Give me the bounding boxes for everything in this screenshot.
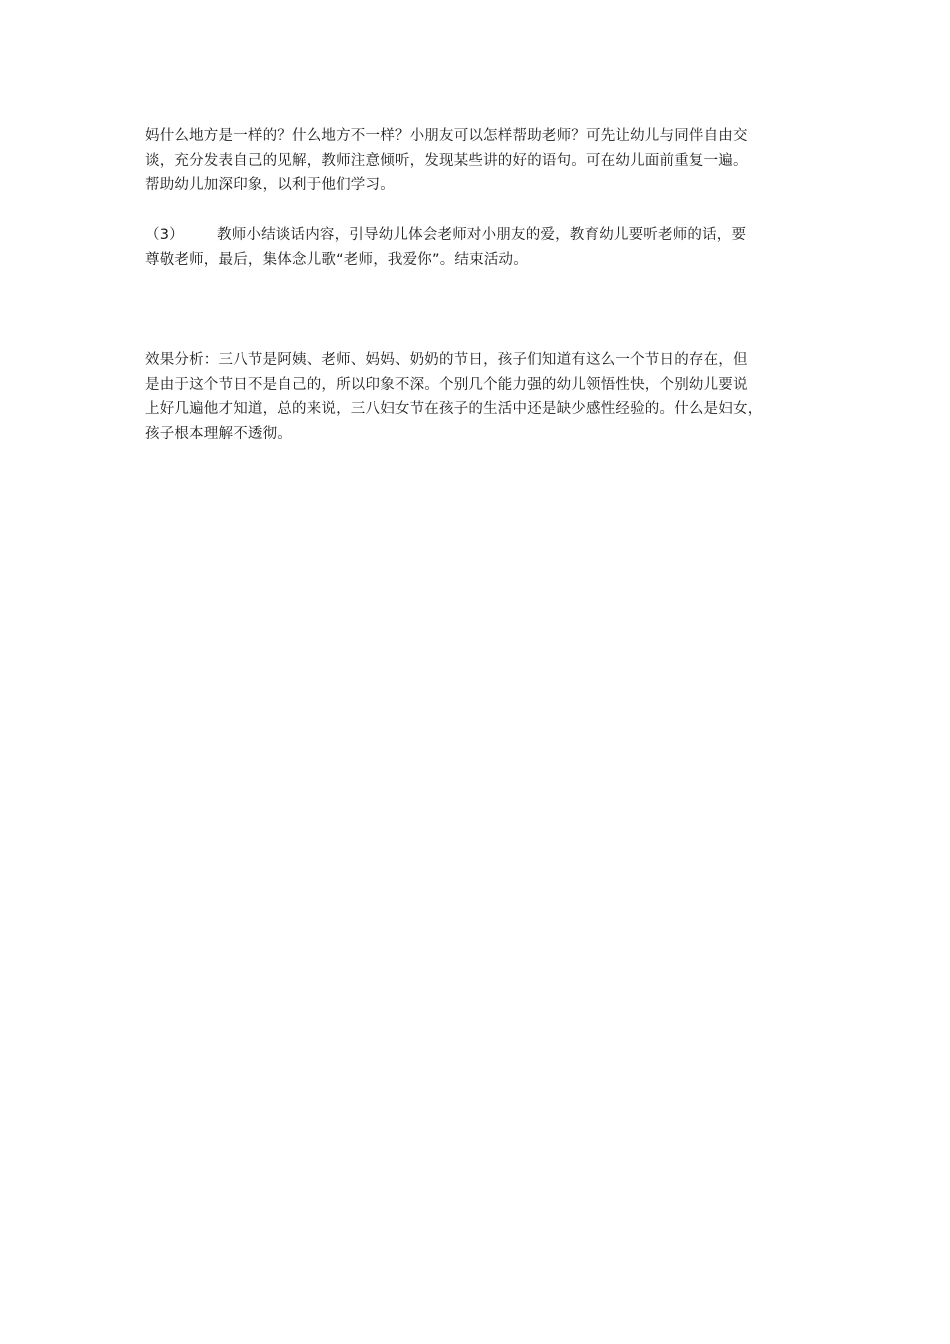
text-line: 妈什么地方是一样的？什么地方不一样？小朋友可以怎样帮助老师？可先让幼儿与同伴自由交 bbox=[145, 128, 748, 144]
text-line: 孩子根本理解不透彻。 bbox=[145, 425, 292, 442]
paragraph-effect-analysis bbox=[145, 348, 825, 446]
text-line: 上好几遍他才知道，总的来说，三八妇女节在孩子的生活中还是缺少感性经验的。什么是妇女， bbox=[145, 401, 763, 417]
paragraph-discussion-guidance bbox=[145, 124, 825, 198]
text-line: 谈，充分发表自己的见解，教师注意倾听，发现某些讲的好的语句。可在幼儿面前重复一遍。 bbox=[145, 152, 748, 169]
text-line: 尊敬老师，最后，集体念儿歌“老师，我爱你”。结束活动。 bbox=[145, 251, 528, 268]
step-number: （3） bbox=[145, 227, 184, 243]
text-line: 是由于这个节日不是自己的，所以印象不深。个别几个能力强的幼儿领悟性快，个别幼儿要说 bbox=[145, 376, 748, 393]
paragraph-step-3 bbox=[145, 223, 825, 272]
text-line: 效果分析：三八节是阿姨、老师、妈妈、奶奶的节日，孩子们知道有这么一个节日的存在，但 bbox=[145, 352, 748, 368]
text-line: 教师小结谈话内容，引导幼儿体会老师对小朋友的爱，教育幼儿要听老师的话，要 bbox=[217, 227, 747, 243]
text-line: 帮助幼儿加深印象，以利于他们学习。 bbox=[145, 177, 395, 193]
